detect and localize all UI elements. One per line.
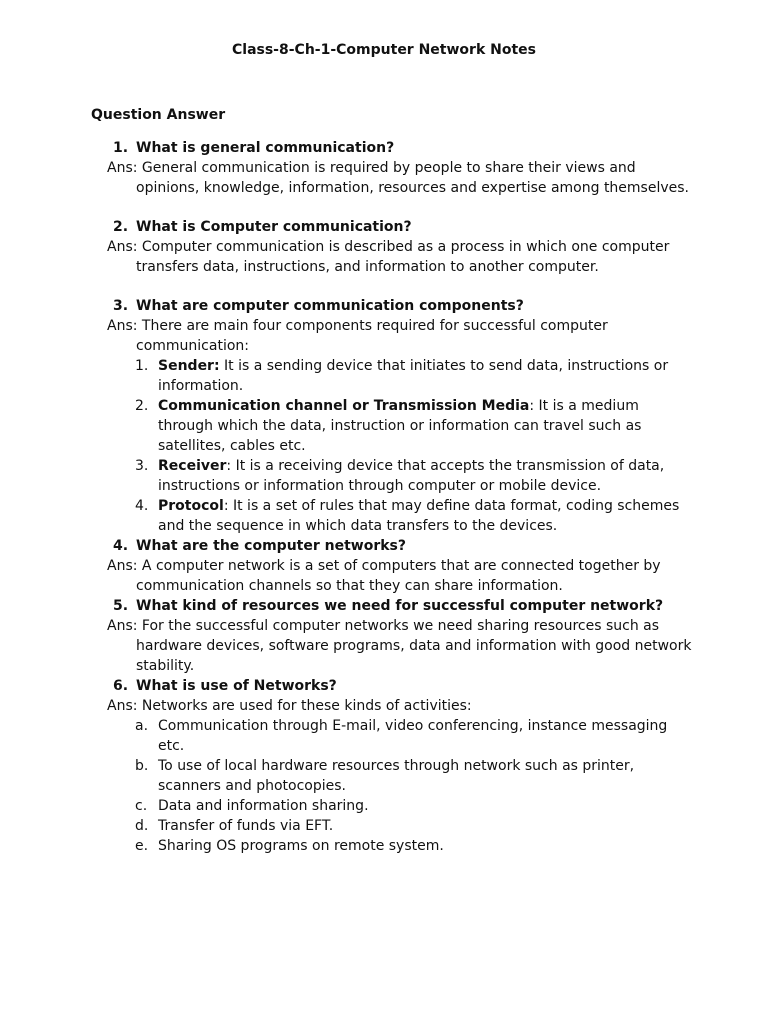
answer-1: Ans: General communication is required by people to share their views and opinions, knowledge, information, resources and expertise among themselves. [107, 160, 689, 196]
list-marker: a. [135, 718, 149, 734]
list-item [0, 716, 688, 756]
list-item [0, 396, 688, 456]
answer-5: Ans: For the successful computer networks we need sharing resources such as hardware devices, software programs, data and information with good network stability. [107, 618, 692, 674]
question-text: What kind of resources we need for successful computer network? [136, 598, 664, 614]
answer-6: Ans: Networks are used for these kinds of activities: [107, 698, 472, 714]
question-text: What are computer communication components? [136, 298, 524, 314]
question-text: What is general communication? [136, 140, 395, 156]
question-5 [0, 596, 768, 616]
answer-3: Ans: There are main four components required for successful computer communication: [107, 318, 608, 354]
question-number: 3. [113, 298, 129, 314]
list-marker: 2. [135, 398, 149, 414]
list-text: : It is a receiving device that accepts the transmission of data, instructions or information through computer or mobile device. [158, 458, 665, 494]
answer-4: Ans: A computer network is a set of computers that are connected together by communication channels so that they can share information. [107, 558, 661, 594]
list-marker: 1. [135, 358, 149, 374]
list-term: Receiver [158, 458, 227, 474]
list-item [0, 756, 688, 796]
question-number: 6. [113, 678, 129, 694]
list-marker: b. [135, 758, 149, 774]
list-text: It is a sending device that initiates to send data, instructions or information. [158, 358, 669, 394]
question-6 [0, 676, 768, 696]
list-term: Sender: [158, 358, 220, 374]
list-item [0, 836, 688, 856]
list-text: : It is a medium through which the data, instruction or information can travel such as satellites, cables etc. [158, 398, 642, 454]
question-text: What are the computer networks? [136, 538, 407, 554]
list-item [0, 456, 688, 496]
list-term: Protocol [158, 498, 224, 514]
answer-2: Ans: Computer communication is described as a process in which one computer transfers data, instructions, and information to another computer. [107, 239, 670, 275]
question-1 [0, 138, 768, 158]
list-text: Transfer of funds via EFT. [158, 818, 334, 834]
list-item [0, 816, 688, 836]
question-text: What is Computer communication? [136, 219, 412, 235]
question-2 [0, 217, 768, 237]
list-item [0, 356, 688, 396]
question-number: 2. [113, 219, 129, 235]
list-text: To use of local hardware resources through network such as printer, scanners and photocopies. [158, 758, 635, 794]
list-marker: d. [135, 818, 149, 834]
section-heading: Question Answer [91, 107, 226, 123]
list-text: Data and information sharing. [158, 798, 369, 814]
spacer [0, 277, 768, 296]
question-text: What is use of Networks? [136, 678, 337, 694]
question-3 [0, 296, 768, 316]
question-number: 1. [113, 140, 129, 156]
question-4 [0, 536, 768, 556]
list-marker: e. [135, 838, 149, 854]
question-number: 4. [113, 538, 129, 554]
list-marker: c. [135, 798, 148, 814]
list-marker: 3. [135, 458, 149, 474]
question-number: 5. [113, 598, 129, 614]
list-text: Sharing OS programs on remote system. [158, 838, 444, 854]
spacer [0, 198, 768, 217]
page-title: Class-8-Ch-1-Computer Network Notes [232, 42, 536, 58]
list-item [0, 496, 688, 536]
list-text: Communication through E-mail, video conferencing, instance messaging etc. [158, 718, 668, 754]
qa-list [0, 138, 768, 856]
list-item [0, 796, 688, 816]
list-text: : It is a set of rules that may define data format, coding schemes and the sequence in which data transfers to the devices. [158, 498, 680, 534]
list-term: Communication channel or Transmission Media [158, 398, 530, 414]
list-marker: 4. [135, 498, 149, 514]
